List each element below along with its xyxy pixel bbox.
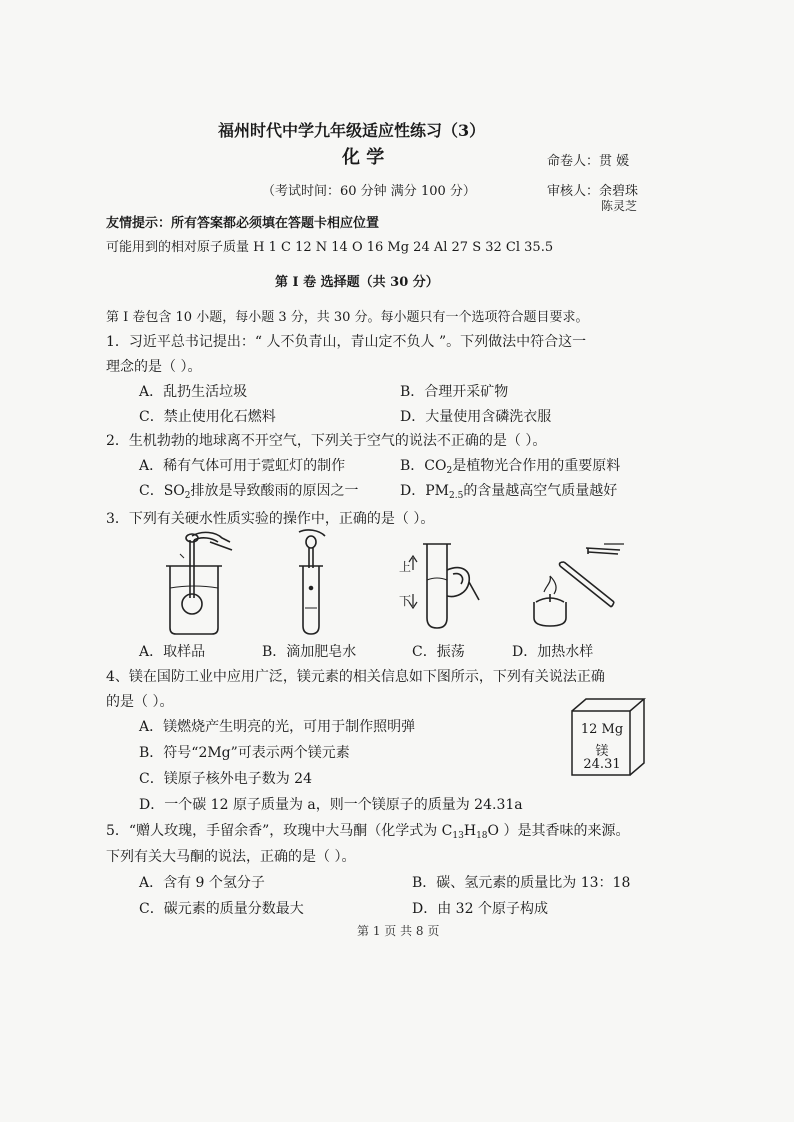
q5-stem-line2: 下列有关大马酮的说法，正确的是（ ）。: [106, 849, 356, 865]
arrow-up-label: 上: [399, 560, 412, 574]
q4-option-c: C．镁原子核外电子数为 24: [139, 771, 312, 787]
figure-add-soap-water: [285, 528, 345, 638]
q5-option-d: D．由 32 个原子构成: [412, 901, 548, 917]
q2-option-d: D．$PM_{2.5}$的含量越高空气质量越好: [400, 483, 618, 501]
q1-option-c: C．禁止使用化石燃料: [139, 409, 276, 425]
q4-stem-line1: 4、镁在国防工业中应用广泛，镁元素的相关信息如下图所示，下列有关说法正确: [106, 669, 605, 685]
figure-heat-water: [528, 532, 628, 632]
q2-stem: 2．生机勃勃的地球离不开空气，下列关于空气的说法不正确的是（ ）。: [106, 433, 547, 449]
q1-option-a: A．乱扔生活垃圾: [139, 384, 248, 400]
q4-stem-line2: 的是（ ）。: [106, 694, 174, 710]
q1-option-b: B．合理开采矿物: [400, 384, 509, 400]
q5-stem-line1: 5．“赠人玫瑰，手留余香”，玫瑰中大马酮（化学式为 $C_{13}H_{18}O$ ）是其香味的来源。: [106, 823, 630, 841]
element-card-name: 镁: [595, 744, 609, 759]
q1-option-d: D．大量使用含磷洗衣服: [400, 409, 552, 425]
exam-info: （考试时间：60 分钟 满分 100 分）: [262, 184, 476, 199]
q3-option-d: D．加热水样: [512, 644, 594, 660]
q5-option-a: A．含有 9 个氢分子: [139, 875, 265, 891]
q4-option-d: D．一个碳 12 原子质量为 a，则一个镁原子的质量为 24.31a: [139, 797, 523, 813]
q1-stem-line2: 理念的是（ ）。: [106, 359, 202, 375]
arrow-down-label: 下: [399, 594, 412, 608]
reviewer-second: 陈灵芝: [601, 199, 638, 213]
page-footer: 第 1 页 共 8 页: [357, 924, 440, 938]
q3-option-c: C．振荡: [412, 644, 465, 660]
q4-option-a: A．镁燃烧产生明亮的光，可用于制作照明弹: [139, 719, 416, 735]
reviewer-label: 审核人：余碧珠: [547, 184, 639, 199]
section-intro: 第 I 卷包含 10 小题，每小题 3 分，共 30 分。每小题只有一个选项符合题目要求。: [106, 310, 589, 325]
atomic-mass-line: 可能用到的相对原子质量 H 1 C 12 N 14 O 16 Mg 24 Al 27 S 32 Cl 35.5: [106, 240, 554, 255]
subject-title: 化 学: [342, 147, 385, 168]
q3-option-b: B．滴加肥皂水: [262, 644, 357, 660]
q4-option-b: B．符号“2Mg”可表示两个镁元素: [139, 745, 350, 761]
q2-option-c: C．$SO_2$排放是导致酸雨的原因之一: [139, 483, 359, 501]
element-card-number-symbol: 12 Mg: [580, 722, 624, 737]
q2-option-a: A．稀有气体可用于霓虹灯的制作: [139, 458, 346, 474]
q2-option-b: B．$CO_2$是植物光合作用的重要原料: [400, 458, 621, 476]
q5-option-c: C．碳元素的质量分数最大: [139, 901, 304, 917]
q5-option-b: B．碳、氢元素的质量比为 13：18: [412, 875, 631, 891]
author-label: 命卷人：贯 媛: [547, 154, 630, 169]
q3-option-a: A．取样品: [139, 644, 206, 660]
q1-stem-line1: 1．习近平总书记提出：“ 人不负青山，青山定不负人 ”。下列做法中符合这一: [106, 334, 587, 350]
section-title: 第 I 卷 选择题（共 30 分）: [275, 275, 439, 290]
figure-shake: [395, 540, 485, 635]
magnesium-element-card: [570, 697, 646, 777]
page-title: 福州时代中学九年级适应性练习（3）: [218, 121, 486, 140]
element-card-mass: 24.31: [583, 757, 621, 772]
notice: 友情提示：所有答案都必须填在答题卡相应位置: [106, 216, 380, 231]
q3-stem: 3．下列有关硬水性质实验的操作中，正确的是（ ）。: [106, 511, 435, 527]
figure-take-sample: [150, 528, 250, 638]
